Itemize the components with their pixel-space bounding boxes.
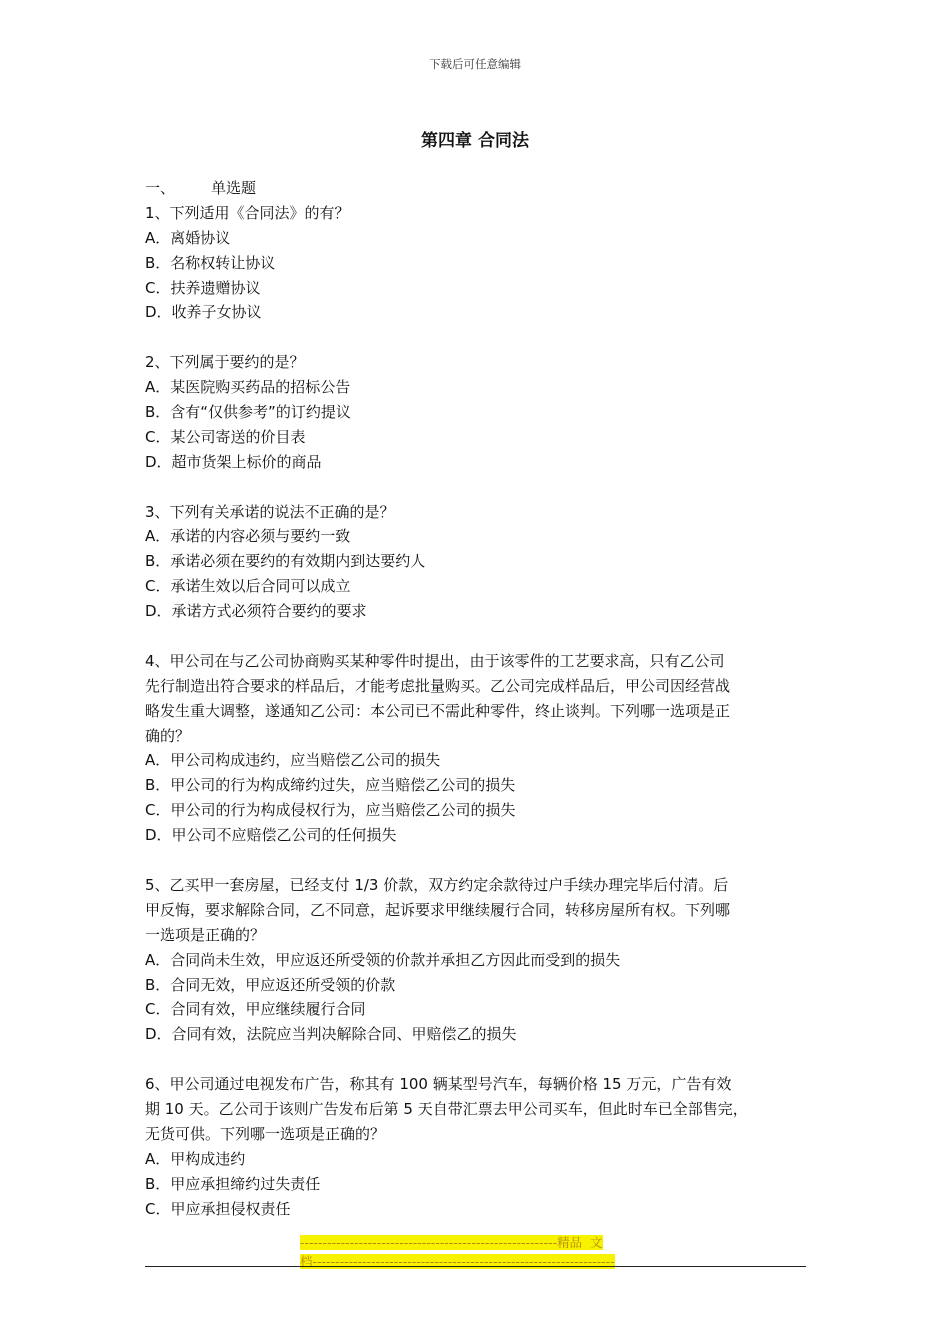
document-body: [145, 176, 810, 1221]
option-a: A．甲公司构成违约，应当赔偿乙公司的损失: [145, 751, 441, 770]
option-c: C．扶养遗赠协议: [145, 278, 261, 297]
option-a: A．承诺的内容必须与要约一致: [145, 527, 351, 546]
page-title: 第四章 合同法: [421, 131, 529, 151]
option-b: B．含有“仅供参考”的订约提议: [145, 403, 351, 422]
option-b: B．承诺必须在要约的有效期内到达要约人: [145, 552, 426, 571]
section-heading: [145, 176, 810, 201]
question-stem: 3、下列有关承诺的说法不正确的是？: [145, 502, 395, 521]
option-a: A．甲构成违约: [145, 1149, 246, 1168]
question-5: [145, 873, 810, 1047]
question-stem-line: 甲反悔，要求解除合同，乙不同意，起诉要求甲继续履行合同，转移房屋所有权。下列哪: [145, 900, 731, 919]
footer-line-1: ---------------------------------------------------------精品 文: [300, 1235, 603, 1250]
section-number: 一、: [145, 179, 176, 197]
question-stem-line: 5、乙买甲一套房屋，已经支付 1/3 价款，双方约定余款待过户手续办理完毕后付清。后: [145, 875, 729, 894]
question-3: [145, 500, 810, 624]
option-b: B．名称权转让协议: [145, 253, 276, 272]
question-stem-line: 期 10 天。乙公司于该则广告发布后第 5 天自带汇票去甲公司买车，但此时车已全部售完，: [145, 1099, 748, 1118]
section-label: 单选题: [211, 179, 257, 197]
question-stem-line: 一选项是正确的？: [145, 925, 266, 944]
question-stem-line: 6、甲公司通过电视发布广告，称其有 100 辆某型号汽车，每辆价格 15 万元，广告有效: [145, 1075, 732, 1094]
option-a: A．合同尚未生效，甲应返还所受领的价款并承担乙方因此而受到的损失: [145, 950, 621, 969]
option-c: C．甲应承担侵权责任: [145, 1199, 291, 1218]
option-c: C．承诺生效以后合同可以成立: [145, 577, 351, 596]
option-b: B．甲公司的行为构成缔约过失，应当赔偿乙公司的损失: [145, 776, 516, 795]
question-stem-line: 略发生重大调整，遂通知乙公司：本公司已不需此种零件，终止谈判。下列哪一选项是正: [145, 701, 731, 720]
option-a: A．离婚协议: [145, 228, 231, 247]
option-a: A．某医院购买药品的招标公告: [145, 378, 351, 397]
question-stem-line: 确的？: [145, 726, 191, 745]
question-6: [145, 1072, 810, 1221]
option-b: B．合同无效，甲应返还所受领的价款: [145, 975, 396, 994]
option-d: D．承诺方式必须符合要约的要求: [145, 602, 367, 621]
question-stem-line: 先行制造出符合要求的样品后，才能考虑批量购买。乙公司完成样品后，甲公司因经营战: [145, 676, 731, 695]
footer-line-2: 档-------------------------------------------------------------------: [300, 1254, 615, 1269]
option-c: C．合同有效，甲应继续履行合同: [145, 1000, 366, 1019]
question-stem: 1、下列适用《合同法》的有？: [145, 203, 350, 222]
footer-divider: [145, 1266, 806, 1267]
question-stem: 2、下列属于要约的是？: [145, 353, 305, 372]
question-1: [145, 201, 810, 325]
option-d: D．收养子女协议: [145, 303, 262, 322]
header-note: 下载后可任意编辑: [429, 57, 521, 71]
option-d: D．合同有效，法院应当判决解除合同、甲赔偿乙的损失: [145, 1025, 517, 1044]
question-stem-line: 4、甲公司在与乙公司协商购买某种零件时提出，由于该零件的工艺要求高，只有乙公司: [145, 651, 725, 670]
question-2: [145, 350, 810, 474]
option-d: D．超市货架上标价的商品: [145, 452, 322, 471]
footer-watermark: [300, 1232, 660, 1270]
option-c: C．某公司寄送的价目表: [145, 427, 306, 446]
option-b: B．甲应承担缔约过失责任: [145, 1174, 321, 1193]
question-stem-line: 无货可供。下列哪一选项是正确的？: [145, 1124, 386, 1143]
option-d: D．甲公司不应赔偿乙公司的任何损失: [145, 826, 397, 845]
question-4: [145, 649, 810, 848]
option-c: C．甲公司的行为构成侵权行为，应当赔偿乙公司的损失: [145, 801, 516, 820]
